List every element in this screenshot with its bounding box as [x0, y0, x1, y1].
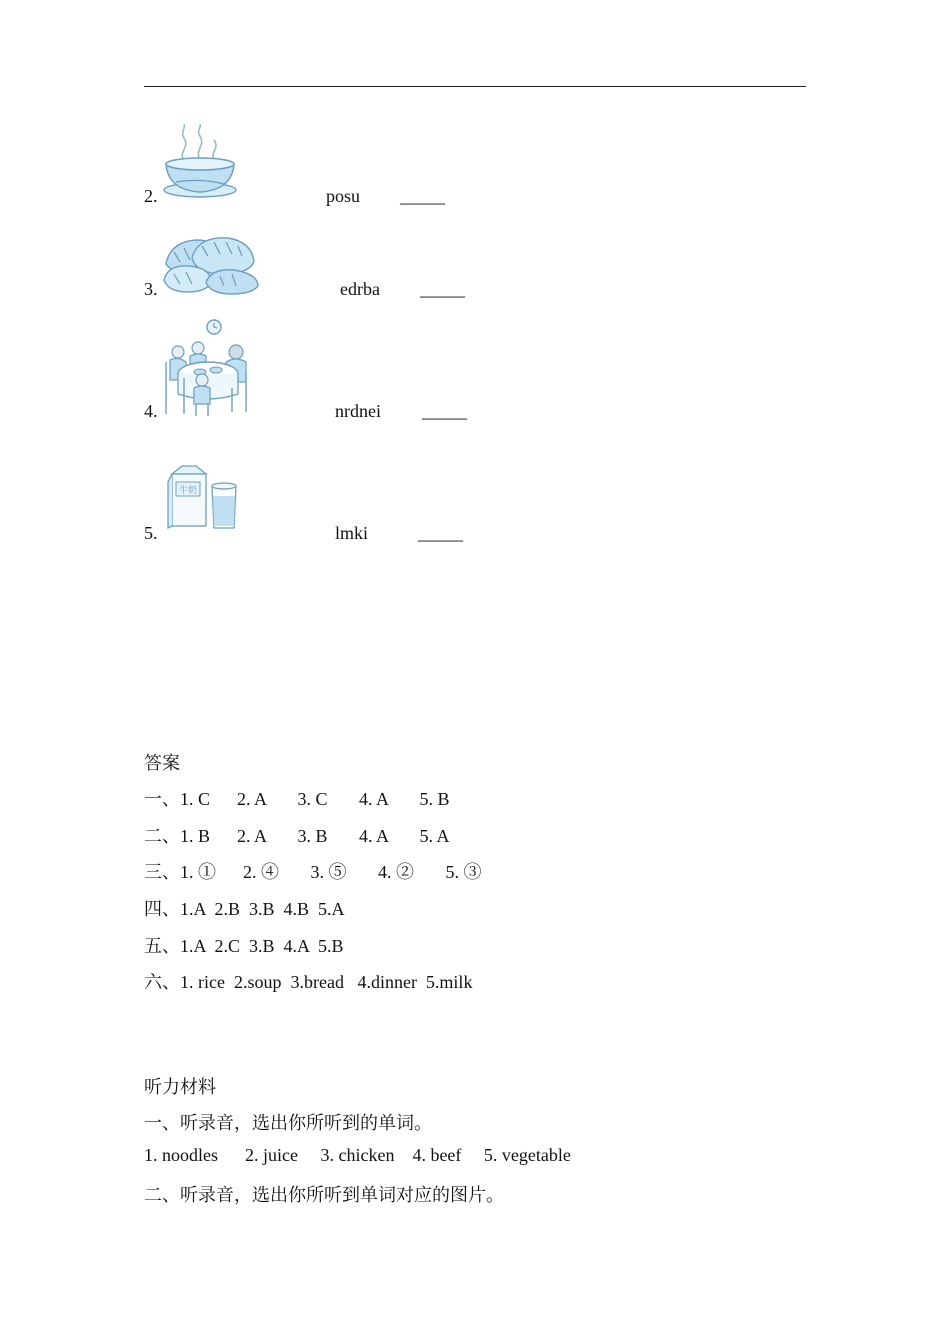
soup-bowl-icon [162, 124, 238, 200]
answer-blank[interactable]: _____ [418, 523, 463, 543]
exercise-item-5 [144, 462, 484, 544]
answer-line-5: 五、1.A 2.C 3.B 4.A 5.B [144, 936, 344, 956]
answer-blank[interactable]: _____ [422, 401, 467, 421]
scrambled-word: posu [326, 186, 361, 206]
scrambled-word: lmki [335, 523, 369, 543]
header-rule [144, 86, 806, 87]
answer-blank[interactable]: _____ [400, 186, 445, 206]
family-dinner-icon [162, 318, 252, 418]
exercise-item-2 [144, 124, 464, 210]
answer-line-6: 六、1. rice 2.soup 3.bread 4.dinner 5.milk [144, 972, 473, 992]
bread-icon [162, 234, 260, 296]
answer-blank[interactable]: _____ [420, 279, 465, 299]
answer-line-1: 一、1. C 2. A 3. C 4. A 5. B [144, 789, 450, 809]
listening-line-3: 二、听录音，选出你所听到单词对应的图片。 [144, 1185, 504, 1205]
item-number: 4. [144, 401, 158, 421]
exercise-item-4 [144, 318, 484, 422]
listening-line-1: 一、听录音，选出你所听到的单词。 [144, 1113, 432, 1133]
carton-label: 牛奶 [178, 486, 198, 496]
scrambled-word: edrba [340, 279, 380, 299]
answer-line-2: 二、1. B 2. A 3. B 4. A 5. A [144, 826, 450, 846]
listening-heading: 听力材料 [144, 1077, 216, 1097]
scrambled-word: nrdnei [335, 401, 381, 421]
answer-line-3: 三、1. ① 2. ④ 3. ⑤ 4. ② 5. ③ [144, 862, 482, 882]
milk-carton-icon [162, 462, 242, 534]
item-number: 5. [144, 523, 158, 543]
exercise-item-3 [144, 234, 484, 304]
item-number: 2. [144, 186, 158, 206]
answers-heading: 答案 [144, 753, 180, 773]
listening-line-2: 1. noodles 2. juice 3. chicken 4. beef 5. vegetable [144, 1145, 571, 1165]
answer-line-4: 四、1.A 2.B 3.B 4.B 5.A [144, 899, 345, 919]
item-number: 3. [144, 279, 158, 299]
